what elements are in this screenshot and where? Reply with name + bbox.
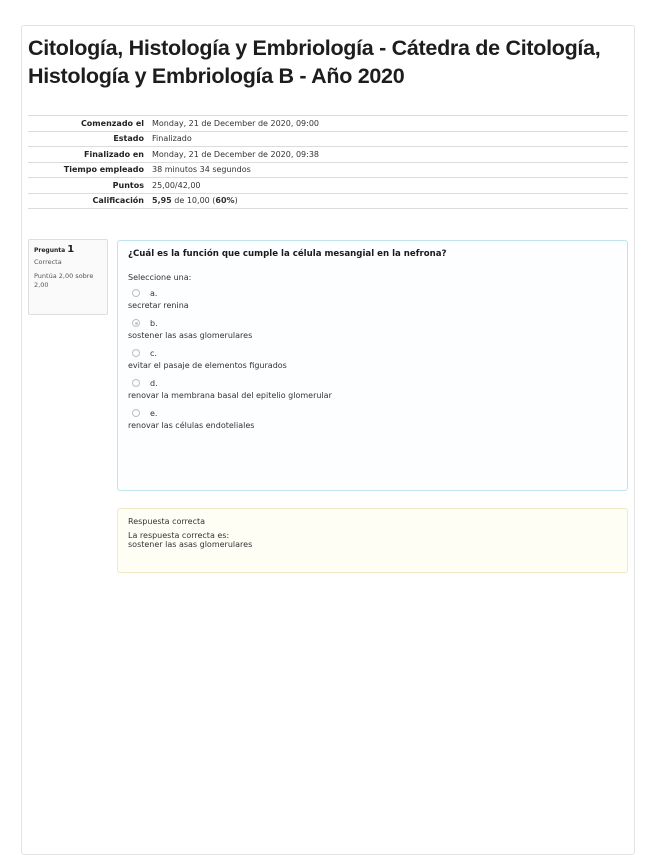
option-text: renovar las células endoteliales xyxy=(128,421,255,430)
summary-label: Finalizado en xyxy=(28,147,148,163)
feedback-right-answer: sostener las asas glomerulares xyxy=(128,540,253,549)
answer-prompt: Seleccione una: xyxy=(128,273,192,282)
question-grade: Puntúa 2,00 sobre 2,00 xyxy=(34,272,94,289)
grade-percent: 60% xyxy=(215,196,235,206)
radio-e[interactable] xyxy=(132,409,140,417)
answer-option-a[interactable] xyxy=(128,286,617,312)
summary-row-points xyxy=(28,178,628,194)
summary-row-time-taken xyxy=(28,162,628,178)
option-text: secretar renina xyxy=(128,301,189,310)
summary-value: 38 minutos 34 segundos xyxy=(148,162,628,178)
option-letter: d. xyxy=(150,378,158,388)
option-letter: e. xyxy=(150,408,158,418)
page-title: Citología, Histología y Embriología - Cátedra de Citología, Histología y Embriología B - Año 2020 xyxy=(28,36,601,88)
summary-label: Comenzado el xyxy=(28,116,148,132)
summary-label: Puntos xyxy=(28,178,148,194)
question-number xyxy=(34,244,102,255)
option-letter: a. xyxy=(150,288,158,298)
answer-option-b[interactable] xyxy=(128,316,617,342)
grade-close: ) xyxy=(234,196,238,206)
grade-value xyxy=(148,193,628,209)
question-label: Pregunta xyxy=(34,247,66,254)
summary-value: Monday, 21 de December de 2020, 09:38 xyxy=(148,147,628,163)
question-state: Correcta xyxy=(34,258,62,266)
option-letter: c. xyxy=(150,348,157,358)
summary-value: Monday, 21 de December de 2020, 09:00 xyxy=(148,116,628,132)
question-number-value: 1 xyxy=(67,244,75,255)
feedback-box xyxy=(117,508,628,573)
question-text: ¿Cuál es la función que cumple la célula mesangial en la nefrona? xyxy=(128,249,447,259)
summary-row-grade xyxy=(28,193,628,209)
summary-value: 25,00/42,00 xyxy=(148,178,628,194)
option-text: renovar la membrana basal del epitelio glomerular xyxy=(128,391,332,400)
summary-label: Estado xyxy=(28,131,148,147)
grade-score: 5,95 xyxy=(152,196,172,206)
radio-b-selected[interactable] xyxy=(132,319,140,327)
summary-row-state xyxy=(28,131,628,147)
radio-c[interactable] xyxy=(132,349,140,357)
answer-option-c[interactable] xyxy=(128,346,617,372)
summary-label: Tiempo empleado xyxy=(28,162,148,178)
question-info-panel xyxy=(28,239,108,315)
attempt-summary-table xyxy=(28,115,628,209)
radio-d[interactable] xyxy=(132,379,140,387)
feedback-right-answer-label: La respuesta correcta es: xyxy=(128,531,230,540)
summary-label: Calificación xyxy=(28,193,148,209)
summary-value: Finalizado xyxy=(148,131,628,147)
feedback-result: Respuesta correcta xyxy=(128,517,206,526)
summary-row-finished xyxy=(28,147,628,163)
option-text: evitar el pasaje de elementos figurados xyxy=(128,361,287,370)
answer-option-d[interactable] xyxy=(128,376,617,402)
option-letter: b. xyxy=(150,318,158,328)
option-text: sostener las asas glomerulares xyxy=(128,331,253,340)
radio-a[interactable] xyxy=(132,289,140,297)
question-content-box xyxy=(117,240,628,491)
grade-out-of: de 10,00 ( xyxy=(174,196,216,206)
summary-row-started xyxy=(28,116,628,132)
quiz-review-page xyxy=(21,25,635,855)
answer-option-e[interactable] xyxy=(128,406,617,432)
